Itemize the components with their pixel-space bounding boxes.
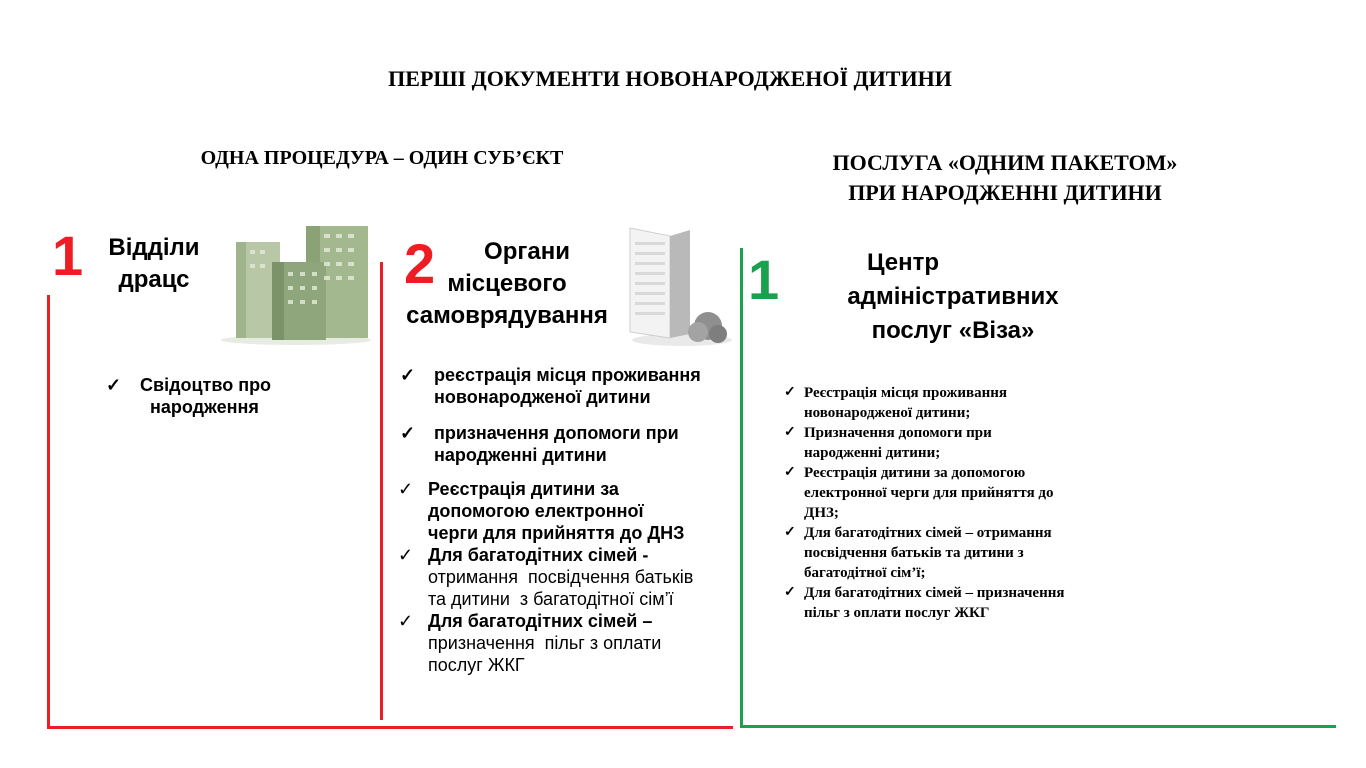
col3-list — [784, 383, 1184, 623]
col2-item-line3: послуг ЖКГ — [428, 655, 525, 675]
col2-item-line2: призначення пільг з оплати — [428, 633, 662, 653]
check-icon: ✓ — [784, 425, 796, 440]
check-icon: ✓ — [784, 525, 796, 540]
col3-item-line2: новонародженої дитини; — [804, 405, 971, 421]
office-building-image — [622, 222, 734, 348]
col2-heading-line1: Органи — [484, 238, 570, 265]
green-bottom-border — [740, 725, 1336, 728]
col2-heading — [394, 232, 620, 332]
col2-item-line2: народженні дитини — [434, 445, 607, 465]
col3-list-item — [784, 383, 1184, 423]
buildings-image — [216, 222, 382, 346]
col3-item-line2: народженні дитини; — [804, 445, 941, 461]
left-subtitle: ОДНА ПРОЦЕДУРА – ОДИН СУБ’ЄКТ — [200, 147, 564, 169]
col3-item-line2: посвідчення батьків та дитини з — [804, 545, 1024, 561]
col2-item-line2: отримання посвідчення батьків — [428, 567, 694, 587]
page-title: ПЕРШІ ДОКУМЕНТИ НОВОНАРОДЖЕНОЇ ДИТИНИ — [388, 66, 952, 91]
check-icon: ✓ — [398, 545, 414, 565]
col1-list — [106, 374, 346, 418]
check-icon: ✓ — [784, 385, 796, 400]
col2-item-line3: черги для прийняття до ДНЗ — [428, 523, 685, 543]
col2-item-line2: новонародженої дитини — [434, 387, 651, 407]
col2-list-item — [400, 364, 734, 408]
col1-number: 1 — [52, 224, 84, 287]
col2-heading-line2: місцевого — [447, 270, 567, 297]
col1-item-line1: Свідоцтво про — [140, 375, 272, 395]
check-icon: ✓ — [784, 585, 796, 600]
col3-heading-line3: послуг «Віза» — [871, 317, 1035, 344]
col2-number: 2 — [404, 232, 436, 295]
col3-item-line1: Для багатодітних сімей – отримання — [804, 525, 1052, 541]
check-icon: ✓ — [400, 423, 416, 443]
col3-list-item — [784, 423, 1184, 463]
col1-list-item — [106, 374, 346, 418]
right-subtitle-line2: ПРИ НАРОДЖЕННІ ДИТИНИ — [848, 180, 1162, 205]
col2-list-item — [400, 422, 734, 466]
col2-item-line1: реєстрація місця проживання — [434, 365, 701, 385]
col2-list-item — [398, 544, 734, 610]
col2-item-line2: допомогою електронної — [428, 501, 644, 521]
col3-item-line2: електронної черги для прийняття до — [804, 485, 1054, 501]
col2-list-item — [398, 478, 734, 544]
col2-heading-line3: самоврядування — [406, 302, 608, 329]
col2-item-line1: Реєстрація дитини за — [428, 479, 619, 499]
col2-item-bold: Для багатодітних сімей - — [428, 545, 649, 565]
col1-item-line2: народження — [150, 397, 259, 417]
check-icon: ✓ — [400, 365, 416, 385]
col3-list-item — [784, 463, 1184, 523]
check-icon: ✓ — [398, 479, 414, 499]
col3-item-line1: Реєстрація місця проживання — [804, 385, 1008, 401]
check-icon: ✓ — [398, 611, 414, 631]
right-subtitle-line1: ПОСЛУГА «ОДНИМ ПАКЕТОМ» — [832, 150, 1178, 175]
col3-heading-line2: адміністративних — [847, 283, 1059, 310]
col2-list-item — [398, 610, 734, 676]
col1-heading — [90, 232, 218, 296]
col1-heading-line1: Відділи — [108, 234, 200, 261]
col3-item-line1: Для багатодітних сімей – призначення — [804, 585, 1065, 601]
col2-item-line3: та дитини з багатодітної сім’ї — [428, 589, 674, 609]
col3-list-item — [784, 523, 1184, 583]
col3-heading-line1: Центр — [866, 249, 940, 276]
col2-mixed-list — [398, 478, 734, 676]
col3-item-line2: пільг з оплати послуг ЖКГ — [804, 605, 990, 621]
col1-heading-line2: драцс — [118, 266, 190, 293]
col3-list-item — [784, 583, 1184, 623]
red-bottom-border — [47, 726, 733, 729]
col3-item-line3: ДНЗ; — [804, 505, 839, 521]
col3-item-line1: Реєстрація дитини за допомогою — [804, 465, 1026, 481]
col3-number: 1 — [748, 248, 780, 311]
check-icon: ✓ — [106, 375, 122, 395]
right-subtitle — [760, 148, 1250, 208]
col3-item-line3: багатодітної сім’ї; — [804, 565, 926, 581]
col2-bold-list — [400, 364, 734, 466]
col3-heading — [808, 246, 1098, 348]
check-icon: ✓ — [784, 465, 796, 480]
col2-item-bold: Для багатодітних сімей – — [428, 611, 653, 631]
col2-item-line1: призначення допомоги при — [434, 423, 679, 443]
red-left-border — [47, 295, 50, 727]
green-left-border — [740, 248, 743, 726]
col3-item-line1: Призначення допомоги при — [804, 425, 992, 441]
